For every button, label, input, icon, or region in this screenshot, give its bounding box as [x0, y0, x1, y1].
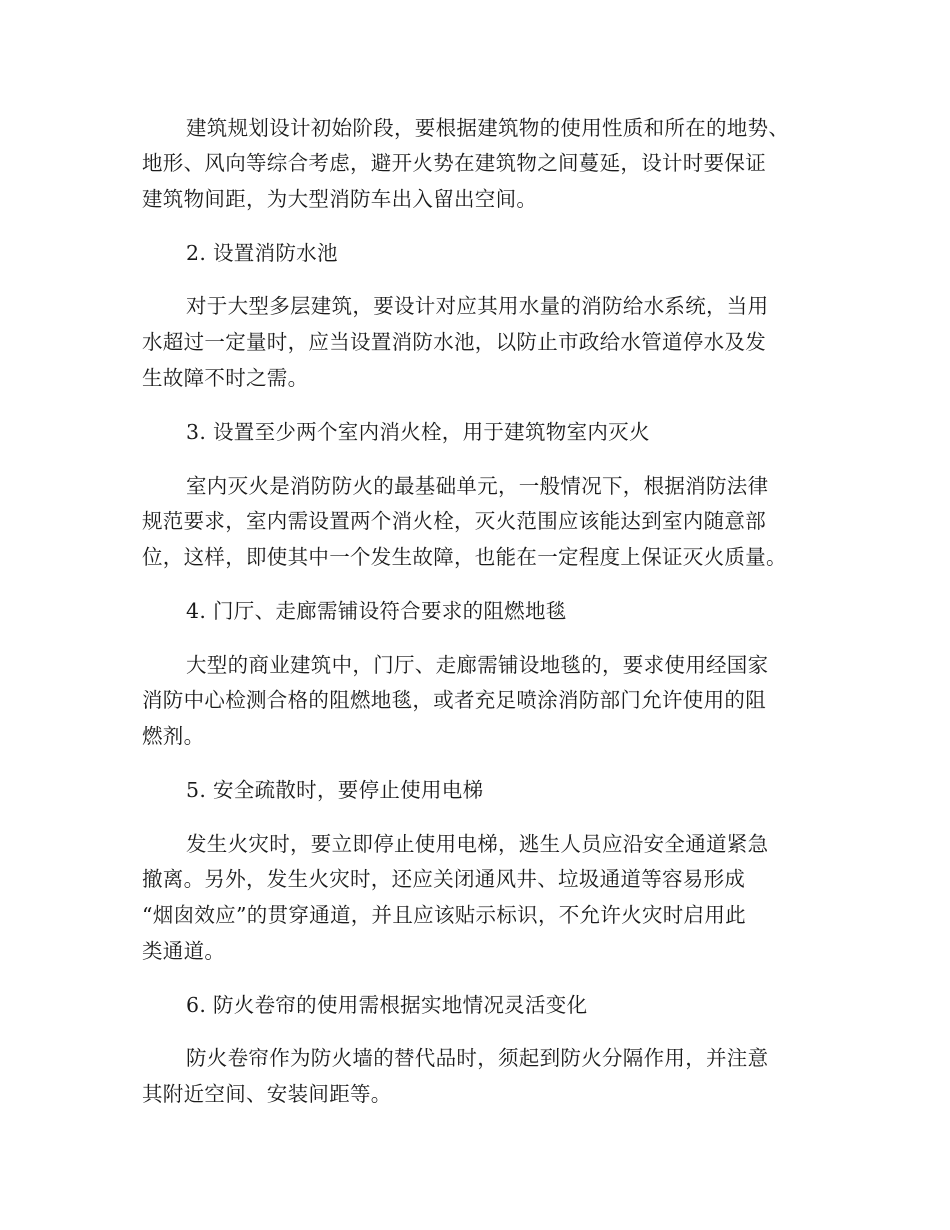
paragraph-line: 规范要求，室内需设置两个消火栓，灭火范围应该能达到室内随意部	[142, 509, 766, 533]
paragraph-line: “烟囱效应”的贯穿通道，并且应该贴示标识，不允许火灾时启用此	[142, 903, 746, 927]
paragraph-line: 地形、风向等综合考虑，避开火势在建筑物之间蔓延，设计时要保证	[142, 151, 766, 175]
section-heading-5: 5. 安全疏散时，要停止使用电梯	[186, 778, 484, 802]
paragraph-line: 防火卷帘作为防火墙的替代品时，须起到防火分隔作用，并注意	[186, 1046, 769, 1070]
paragraph-line: 生故障不时之需。	[142, 366, 309, 390]
paragraph-line: 水超过一定量时，应当设置消防水池，以防止市政给水管道停水及发	[142, 330, 766, 354]
paragraph-line: 消防中心检测合格的阻燃地毯，或者充足喷涂消防部门允许使用的阻	[142, 688, 766, 712]
paragraph-line: 对于大型多层建筑，要设计对应其用水量的消防给水系统，当用	[186, 294, 769, 318]
section-heading-4: 4. 门厅、走廊需铺设符合要求的阻燃地毯	[186, 599, 567, 623]
paragraph-line: 大型的商业建筑中，门厅、走廊需铺设地毯的，要求使用经国家	[186, 653, 769, 677]
paragraph-line: 撤离。另外，发生火灾时，还应关闭通风井、垃圾通道等容易形成	[142, 867, 746, 891]
section-heading-2: 2. 设置消防水池	[186, 241, 338, 265]
paragraph-line: 建筑规划设计初始阶段，要根据建筑物的使用性质和所在的地势、	[186, 116, 790, 140]
section-heading-6: 6. 防火卷帘的使用需根据实地情况灵活变化	[186, 993, 588, 1017]
paragraph-line: 其附近空间、安装间距等。	[142, 1082, 392, 1106]
paragraph-line: 建筑物间距，为大型消防车出入留出空间。	[142, 187, 538, 211]
paragraph-line: 类通道。	[142, 939, 226, 963]
section-heading-3: 3. 设置至少两个室内消火栓，用于建筑物室内灭火	[186, 420, 650, 444]
paragraph-line: 发生火灾时，要立即停止使用电梯，逃生人员应沿安全通道紧急	[186, 832, 769, 856]
paragraph-line: 位，这样，即使其中一个发生故障，也能在一定程度上保证灭火质量。	[142, 545, 787, 569]
paragraph-line: 室内灭火是消防防火的最基础单元，一般情况下，根据消防法律	[186, 474, 769, 498]
paragraph-line: 燃剂。	[142, 724, 205, 748]
